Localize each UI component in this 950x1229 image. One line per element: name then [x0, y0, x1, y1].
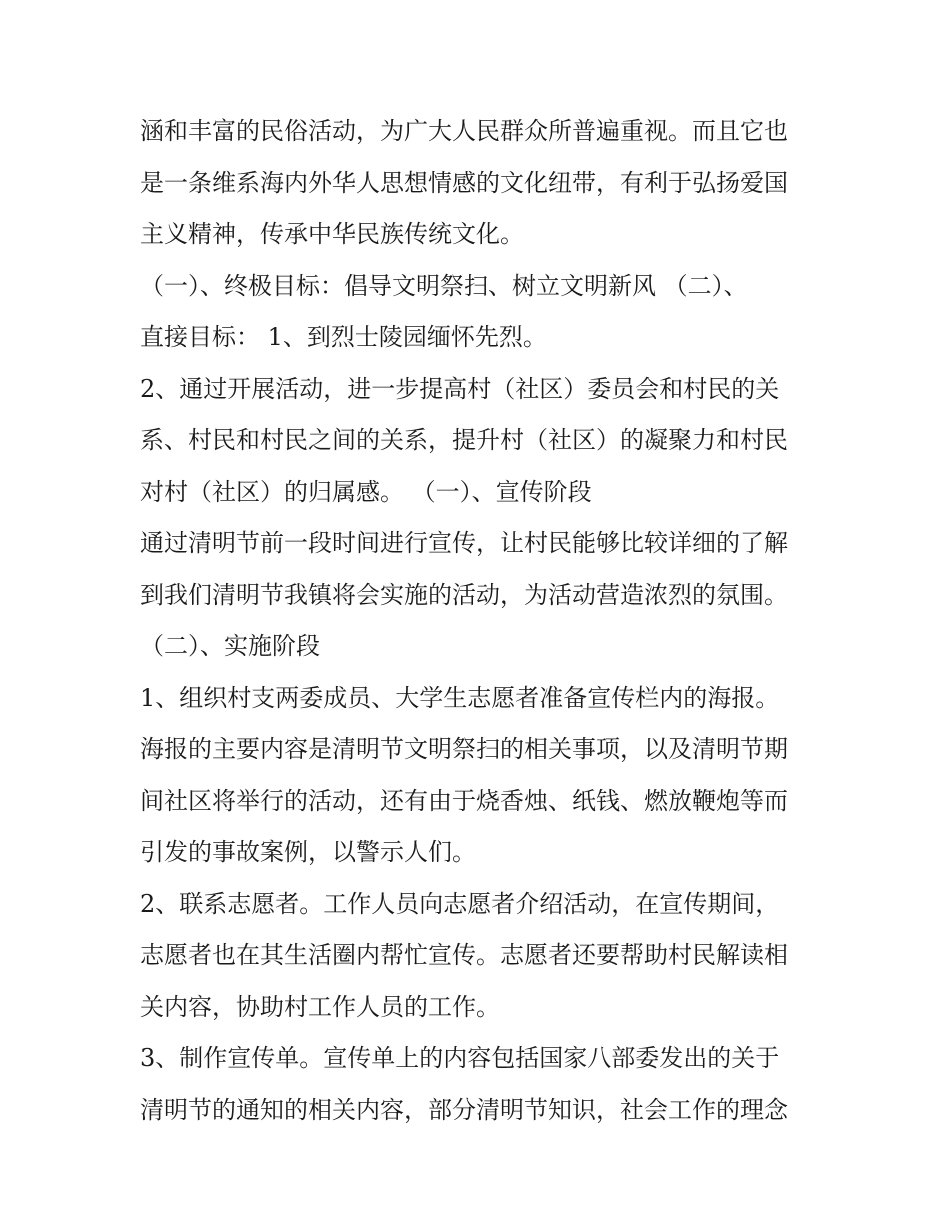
text-line: 系、村民和村民之间的关系，提升村（社区）的凝聚力和村民: [140, 426, 788, 454]
text-line: 2、通过开展活动，进一步提高村（社区）委员会和村民的关: [140, 374, 780, 403]
text-line: （一）、终极目标：倡导文明祭扫、树立文明新风 （二）、: [140, 271, 748, 300]
text-line: 海报的主要内容是清明节文明祭扫的相关事项，以及清明节期: [140, 735, 788, 763]
text-line: 清明节的通知的相关内容，部分清明节知识，社会工作的理念: [140, 1095, 788, 1124]
text-line: 3、制作宣传单。宣传单上的内容包括国家八部委发出的关于: [140, 1044, 780, 1072]
text-line: 引发的事故案例，以警示人们。: [140, 838, 476, 866]
text-line: 间社区将举行的活动，还有由于烧香烛、纸钱、燃放鞭炮等而: [140, 786, 788, 815]
text-line: 1、组织村支两委成员、大学生志愿者准备宣传栏内的海报。: [140, 683, 780, 712]
text-line: 2、联系志愿者。工作人员向志愿者介绍活动，在宣传期间，: [140, 889, 780, 918]
text-line: 通过清明节前一段时间进行宣传，让村民能够比较详细的了解: [140, 529, 788, 557]
text-line: 志愿者也在其生活圈内帮忙宣传。志愿者还要帮助村民解读相: [140, 941, 788, 969]
text-line: 直接目标： 1、到烈士陵园缅怀先烈。: [140, 323, 547, 351]
text-line: 对村（社区）的归属感。 （一）、宣传阶段: [140, 477, 592, 506]
text-line: 主义精神，传承中华民族传统文化。: [140, 220, 524, 248]
text-line: 涵和丰富的民俗活动，为广大人民群众所普遍重视。而且它也: [140, 117, 788, 145]
text-line: 是一条维系海内外华人思想情感的文化纽带，有利于弘扬爱国: [140, 168, 788, 197]
body-text: [140, 106, 830, 1136]
text-line: （二）、实施阶段: [140, 632, 320, 660]
text-line: 到我们清明节我镇将会实施的活动，为活动营造浓烈的氛围。: [140, 580, 788, 609]
text-line: 关内容，协助村工作人员的工作。: [140, 992, 500, 1021]
